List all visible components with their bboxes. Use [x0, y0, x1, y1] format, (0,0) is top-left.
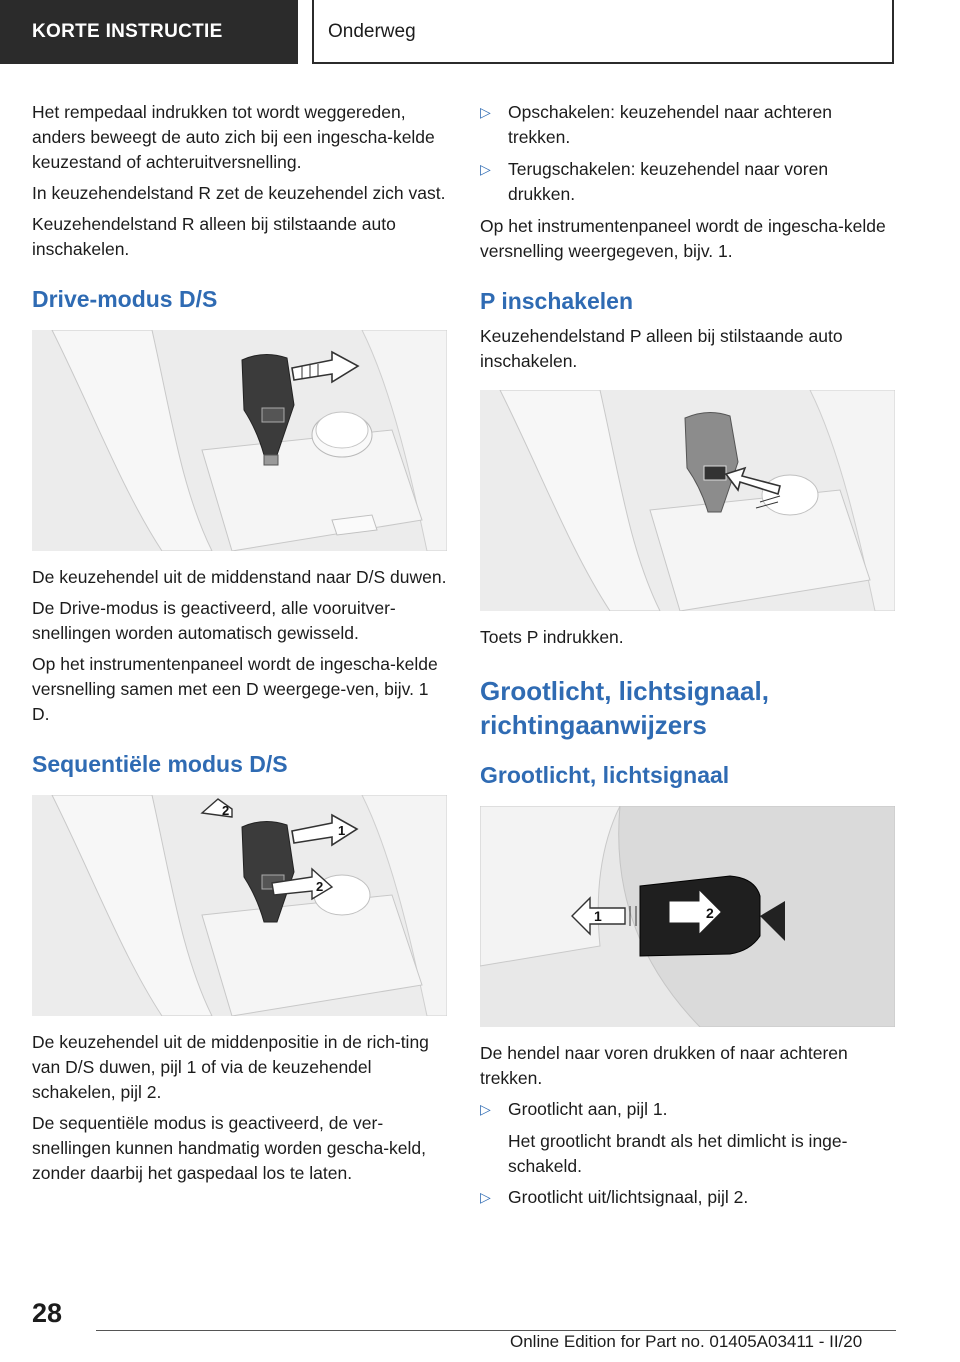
- park-paragraph: Keuzehendelstand P alleen bij stilstaande auto inschakelen.: [480, 326, 843, 371]
- list-item: ▷ Grootlicht aan, pijl 1.: [480, 1097, 896, 1122]
- high-beam-paragraph: De hendel naar voren drukken of naar achteren trekken.: [480, 1043, 848, 1088]
- arrow-label-1: 1: [338, 823, 346, 838]
- instrument-paragraph: Op het instrumentenpaneel wordt de ingescha-kelde versnelling weergegeven, bijv. 1.: [480, 216, 886, 261]
- page-header: [0, 0, 960, 66]
- triangle-bullet-icon: ▷: [480, 1189, 491, 1205]
- sequential-paragraph: De keuzehendel uit de middenpositie in de rich-ting van D/S duwen, pijl 1 of via de keuzehendel schakelen, pijl 2.: [32, 1032, 429, 1102]
- list-item: ▷ Opschakelen: keuzehendel naar achteren trekken.: [480, 102, 832, 147]
- figure-drive-mode: [32, 330, 447, 551]
- list-item: ▷ Grootlicht uit/lichtsignaal, pijl 2.: [480, 1185, 896, 1210]
- high-beam-list: [480, 1097, 896, 1122]
- list-item: ▷ Terugschakelen: keuzehendel naar voren drukken.: [480, 159, 829, 204]
- triangle-bullet-icon: ▷: [480, 161, 491, 177]
- right-column: [480, 100, 896, 1217]
- page-number: 28: [32, 1298, 63, 1328]
- figure-high-beam-lever: [480, 806, 895, 1027]
- sequential-paragraph: De sequentiële modus is geactiveerd, de ver-snellingen kunnen handmatig worden gescha-keld, zonder daarbij het gaspedaal los te laten.: [32, 1113, 427, 1183]
- drive-paragraph: Op het instrumentenpaneel wordt de ingescha-kelde versnelling samen met een D weergege-ven, bijv. 1 D.: [32, 654, 438, 724]
- shift-list: [480, 100, 896, 207]
- intro-paragraph: Keuzehendelstand R alleen bij stilstaande auto inschakelen.: [32, 214, 396, 259]
- heading-drive-mode: Drive-modus D/S: [32, 286, 218, 312]
- heading-high-beam: Grootlicht, lichtsignaal: [480, 762, 730, 788]
- triangle-bullet-icon: ▷: [480, 104, 491, 120]
- drive-paragraph: De Drive-modus is geactiveerd, alle vooruitver-snellingen worden automatisch gewisseld.: [32, 598, 396, 643]
- left-column: [32, 100, 448, 1192]
- figure-sequential-mode: [32, 795, 447, 1016]
- figure-park-button: [480, 390, 895, 611]
- lever-label-2: 2: [706, 905, 714, 921]
- intro-paragraph: In keuzehendelstand R zet de keuzehendel zich vast.: [32, 183, 446, 203]
- high-beam-list-2: [480, 1185, 896, 1210]
- lever-label-1: 1: [594, 908, 602, 924]
- footer-edition: Online Edition for Part no. 01405A03411 - II/20: [510, 1332, 863, 1351]
- triangle-bullet-icon: ▷: [480, 1101, 491, 1117]
- arrow-label-2-bottom: 2: [316, 879, 324, 894]
- footer-divider: [96, 1330, 896, 1331]
- arrow-label-2-top: 2: [222, 803, 230, 818]
- drive-paragraph: De keuzehendel uit de middenstand naar D/S duwen.: [32, 567, 447, 587]
- heading-sequential-mode: Sequentiële modus D/S: [32, 751, 288, 777]
- chapter-title: Onderweg: [312, 0, 894, 64]
- intro-paragraph: Het rempedaal indrukken tot wordt weggereden, anders beweegt de auto zich bij een ingescha-kelde keuzestand of achteruitversnelling.: [32, 102, 435, 172]
- section-title: KORTE INSTRUCTIE: [0, 0, 298, 64]
- heading-lights: Grootlicht, lichtsignaal, richtingaanwijzers: [480, 676, 769, 740]
- high-beam-subparagraph: Het grootlicht brandt als het dimlicht is inge-schakeld.: [508, 1131, 848, 1176]
- park-caption: Toets P indrukken.: [480, 627, 624, 647]
- heading-park: P inschakelen: [480, 288, 633, 314]
